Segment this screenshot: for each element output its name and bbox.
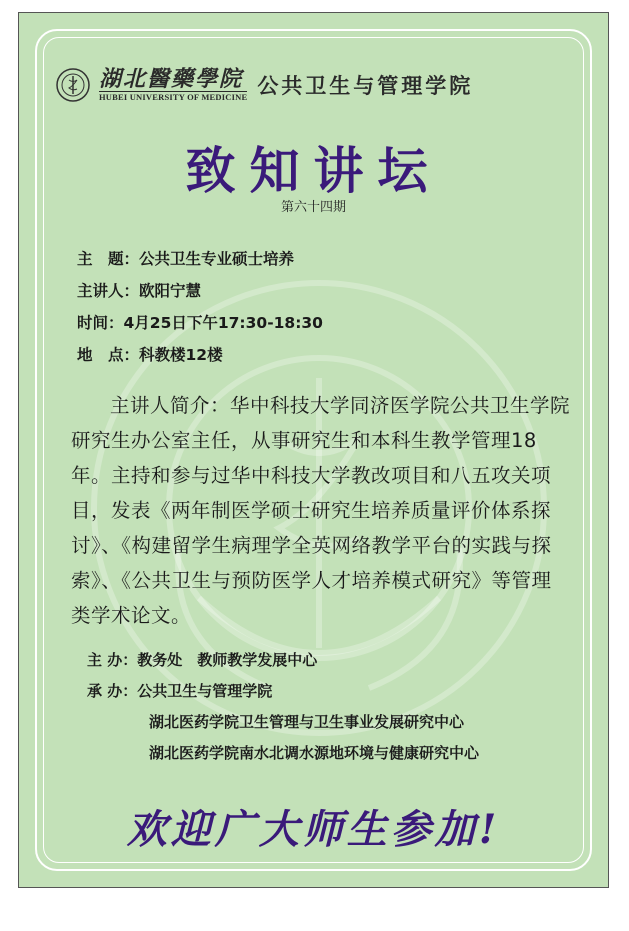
university-name (99, 67, 247, 103)
lecture-title: 致知讲坛 (185, 142, 442, 200)
info-time: 时间：4月25日下午17:30-18:30 (77, 314, 323, 332)
info-speaker: 主讲人：欧阳宁慧 (77, 282, 202, 300)
organizer-line: 承 办：公共卫生与管理学院 (87, 682, 273, 700)
speaker-bio: 主讲人简介：华中科技大学同济医学院公共卫生学院研究生办公室主任，从事研究生和本科生教学管理18年。主持和参与过华中科技大学教改项目和八五攻关项目，发表《两年制医学硕士研究生培养质量评价体系探讨》、《构建留学生病理学全英网络教学平台的实践与探索》、《公共卫生与预防医学人才培养模式研究》等管理类学术论文。 (71, 394, 571, 627)
info-location: 地 点：科教楼12楼 (77, 346, 223, 364)
welcome-slogan: 欢迎广大师生参加! (126, 806, 501, 853)
co-organizer-1: 湖北医药学院卫生管理与卫生事业发展研究中心 (149, 713, 465, 731)
header (55, 65, 473, 105)
school-name: 公共卫生与管理学院 (257, 73, 474, 98)
host-line: 主 办：教务处 教师教学发展中心 (87, 651, 318, 669)
university-name-en: HUBEI UNIVERSITY OF MEDICINE (99, 92, 248, 102)
info-topic: 主 题：公共卫生专业硕士培养 (77, 250, 295, 268)
university-name-cn: 湖北醫藥學院 (99, 66, 244, 92)
lecture-info (77, 243, 323, 371)
organizers (87, 645, 479, 769)
co-organizer-2: 湖北医药学院南水北调水源地环境与健康研究中心 (149, 744, 480, 762)
poster (18, 12, 609, 888)
issue-number: 第六十四期 (280, 200, 346, 215)
university-emblem-icon (55, 67, 91, 103)
